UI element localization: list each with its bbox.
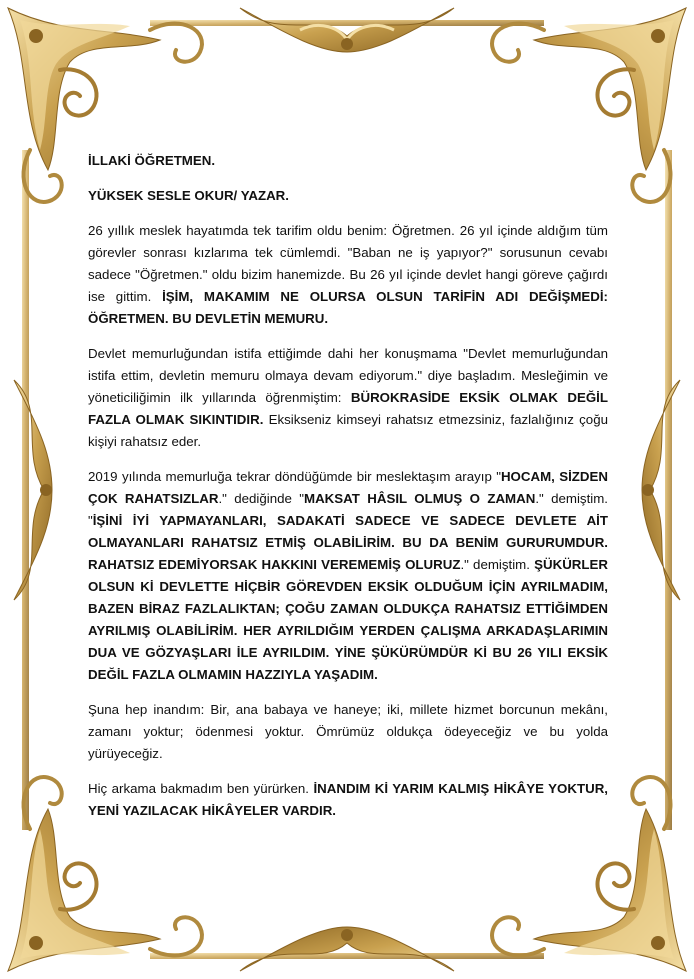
bold-text-run: BÜROKRASİDE EKSİK OLMAK DEĞİL FAZLA OLMAK SIKINTIDIR. bbox=[88, 390, 608, 427]
document-subtitle: YÜKSEK SESLE OKUR/ YAZAR. bbox=[88, 188, 289, 203]
bold-text-run: ŞÜKÜRLER OLSUN Kİ DEVLETTE HİÇBİR GÖREVDEN EKSİK OLDUĞUM İÇİN AYRILMADIM, BAZEN BİRAZ FAZLALIKTAN; ÇOĞU ZAMAN OLDUKÇA RAHATSIZ ETTİĞİMDEN AYRILMIŞ OLABİLİRİM. HER AYRILDIĞIM YERDEN ÇALIŞMA ARKADAŞLARIMIN DUA VE GÖZYAŞLARI İLE AYRILDIM. YİNE ŞÜKÜRÜMDÜR Kİ BU 26 YILI EKSİK DEĞİL FAZLA OLMAMIN HAZZIYLA YAŞADIM. bbox=[88, 557, 608, 682]
text-run: 2019 yılında memurluğa tekrar döndüğümde bir meslektaşım arayıp " bbox=[88, 469, 501, 484]
text-run: Devlet memurluğundan istifa ettiğimde dahi her konuşmama "Devlet memurluğundan istifa ettim, devletin memuru olmaya devam ediyorum." diye başladım. Mesleğimin ve yöneticiliğimin ilk yıllarında öğrenmiştim: bbox=[88, 346, 608, 405]
paragraph bbox=[88, 343, 608, 453]
text-run: ." demiştim. bbox=[460, 557, 535, 572]
text-run: Şuna hep inandım: Bir, ana babaya ve haneye; iki, millete hizmet borcunun mekânı, zamanı yoktur; ödenmesi yoktur. Ömrümüz oldukça ödeyeceğiz ve bu yolda yürüyeceğiz. bbox=[88, 702, 608, 761]
bold-text-run: İŞİM, MAKAMIM NE OLURSA OLSUN TARİFİN ADI DEĞİŞMEDİ: ÖĞRETMEN. BU DEVLETİN MEMURU. bbox=[88, 289, 608, 326]
paragraph-list bbox=[88, 220, 608, 822]
document-title: İLLAKİ ÖĞRETMEN. bbox=[88, 153, 216, 168]
bold-text-run: MAKSAT HÂSIL OLMUŞ O ZAMAN bbox=[304, 491, 536, 506]
bold-text-run: HOCAM, SİZDEN ÇOK RAHATSIZLAR bbox=[88, 469, 608, 506]
text-run: 26 yıllık meslek hayatımda tek tarifim oldu benim: Öğretmen. 26 yıl içinde aldığım tüm görevler sonrası kızlarıma tek cümlemdi. "Baban ne iş yapıyor?" sorusunun cevabı sadece "Öğretmen." oldu bizim hanemizde. Bu 26 yıl içinde devlet hangi göreve çağırdı ise gittim. bbox=[88, 223, 608, 304]
text-run: Hiç arkama bakmadım ben yürürken. bbox=[88, 781, 314, 796]
bold-text-run: İŞİNİ İYİ YAPMAYANLARI, SADAKATİ SADECE VE SADECE DEVLETE AİT OLMAYANLARI RAHATSIZ ETMİŞ OLABİLİRİM. BU DA BENİM GURURUMDUR. RAHATSIZ EDEMİYORSAK HAKKINI VEREMEMİŞ OLURUZ bbox=[88, 513, 608, 572]
paragraph bbox=[88, 778, 608, 822]
document-body bbox=[88, 150, 608, 835]
paragraph bbox=[88, 466, 608, 686]
text-run: ." dediğinde " bbox=[218, 491, 304, 506]
paragraph bbox=[88, 220, 608, 330]
text-run: Eksikseniz kimseyi rahatsız etmezsiniz, fazlalığınız çoğu kişiyi rahatsız eder. bbox=[88, 412, 608, 449]
text-run: ." demiştim. " bbox=[88, 491, 608, 528]
paragraph bbox=[88, 699, 608, 765]
bold-text-run: İNANDIM Kİ YARIM KALMIŞ HİKÂYE YOKTUR, YENİ YAZILACAK HİKÂYELER VARDIR. bbox=[88, 781, 608, 818]
